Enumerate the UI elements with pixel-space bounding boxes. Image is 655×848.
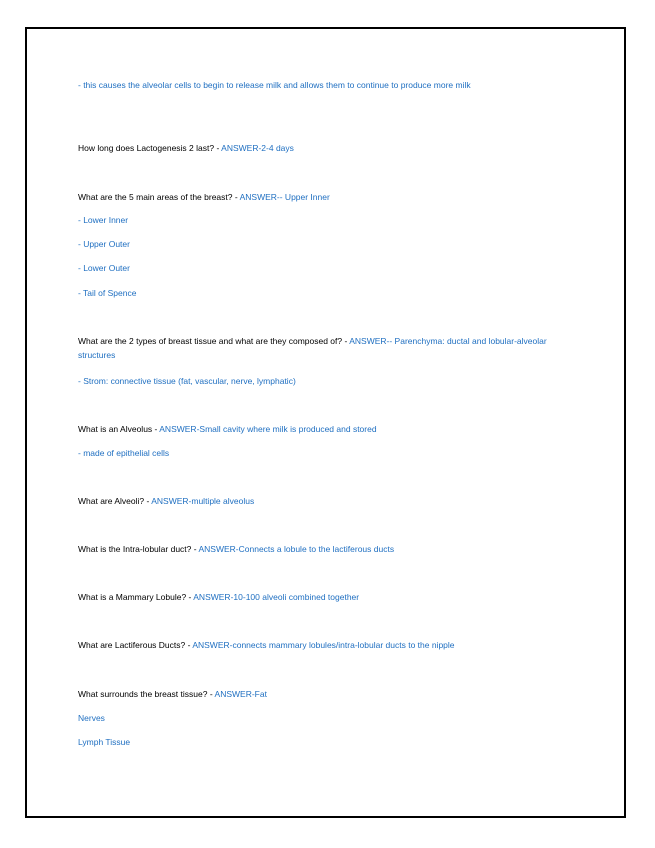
answer-text: - Tail of Spence bbox=[78, 288, 137, 298]
qa-intra-lobular-duct bbox=[78, 542, 578, 556]
answer-list-item bbox=[78, 711, 578, 725]
qa-breast-areas bbox=[78, 190, 578, 204]
question-text: How long does Lactogenesis 2 last? - bbox=[78, 143, 222, 153]
answer-text: - made of epithelial cells bbox=[78, 448, 170, 458]
answer-text: ANSWER-2-4 days bbox=[221, 143, 294, 153]
answer-text: Lymph Tissue bbox=[78, 737, 131, 747]
answer-list-item bbox=[78, 735, 578, 749]
answer-text: - Lower Inner bbox=[78, 215, 129, 225]
answer-text: ANSWER-Connects a lobule to the lactiferous ducts bbox=[198, 544, 395, 554]
answer-list-item bbox=[78, 374, 578, 388]
question-text: What is the Intra-lobular duct? - bbox=[78, 544, 199, 554]
answer-text: ANSWER-- Parenchyma: ductal and lobular-alveolar structures bbox=[78, 336, 547, 360]
question-text: What is a Mammary Lobule? - bbox=[78, 592, 194, 602]
question-text: What surrounds the breast tissue? - bbox=[78, 689, 215, 699]
answer-text: - Upper Outer bbox=[78, 239, 130, 249]
answer-text: - this causes the alveolar cells to begin to release milk and allows them to continue to produce more milk bbox=[78, 80, 471, 90]
qa-alveoli bbox=[78, 494, 578, 508]
answer-text: ANSWER-- Upper Inner bbox=[239, 192, 330, 202]
answer-text: ANSWER-Small cavity where milk is produced and stored bbox=[159, 424, 377, 434]
answer-list-item bbox=[78, 261, 578, 275]
answer-text: ANSWER-connects mammary lobules/intra-lobular ducts to the nipple bbox=[192, 640, 455, 650]
answer-text: ANSWER-10-100 alveoli combined together bbox=[193, 592, 360, 602]
answer-text: ANSWER-Fat bbox=[214, 689, 267, 699]
question-text: What are Lactiferous Ducts? - bbox=[78, 640, 193, 650]
answer-list-item bbox=[78, 237, 578, 251]
qa-surrounds-breast-tissue bbox=[78, 687, 578, 701]
answer-list-item bbox=[78, 213, 578, 227]
question-text: What are Alveoli? - bbox=[78, 496, 152, 506]
question-text: What are the 2 types of breast tissue and what are they composed of? - bbox=[78, 336, 350, 346]
qa-breast-tissue-types bbox=[78, 334, 578, 362]
answer-text: - Strom: connective tissue (fat, vascular, nerve, lymphatic) bbox=[78, 376, 296, 386]
answer-text: - Lower Outer bbox=[78, 263, 130, 273]
qa-lactiferous-ducts bbox=[78, 638, 578, 652]
question-text: What is an Alveolus - bbox=[78, 424, 160, 434]
answer-text: Nerves bbox=[78, 713, 105, 723]
qa-mammary-lobule bbox=[78, 590, 578, 604]
answer-list-item bbox=[78, 286, 578, 300]
answer-continuation bbox=[78, 78, 578, 92]
question-text: What are the 5 main areas of the breast? - bbox=[78, 192, 240, 202]
qa-lactogenesis-duration bbox=[78, 141, 578, 155]
answer-text: ANSWER-multiple alveolus bbox=[151, 496, 255, 506]
answer-list-item bbox=[78, 446, 578, 460]
qa-alveolus bbox=[78, 422, 578, 436]
